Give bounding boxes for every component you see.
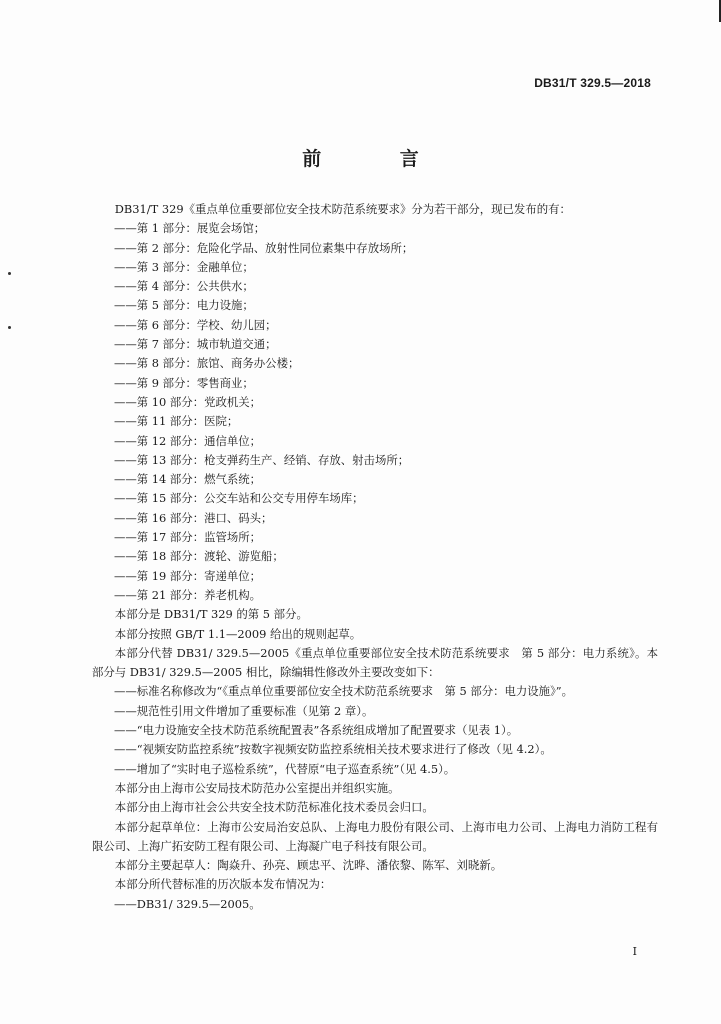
page-number: I xyxy=(632,945,637,958)
list-item: ——第 2 部分：危险化学品、放射性同位素集中存放场所； xyxy=(114,240,414,255)
standard-code: DB31/T 329.5—2018 xyxy=(534,76,651,90)
list-item: ——第 16 部分：港口、码头； xyxy=(114,510,273,525)
list-item: ——第 5 部分：电力设施； xyxy=(114,298,254,313)
owner-statement: 本部分由上海市社会公共安全技术防范标准化技术委员会归口。 xyxy=(114,800,434,815)
list-item: ——规范性引用文件增加了重要标准（见第 2 章）。 xyxy=(114,703,374,718)
list-item: ——第 11 部分：医院； xyxy=(114,414,239,429)
list-item: ——第 3 部分：金融单位； xyxy=(114,259,254,274)
list-item: ——第 1 部分：展览会场馆； xyxy=(114,221,266,236)
history-item: ——DB31/ 329.5—2005。 xyxy=(114,896,261,911)
list-item: ——第 14 部分：燃气系统； xyxy=(114,472,262,487)
list-item: ——第 13 部分：枪支弹药生产、经销、存放、射击场所； xyxy=(114,452,410,467)
part-statement: 本部分是 DB31/T 329 的第 5 部分。 xyxy=(114,607,308,622)
drafting-organizations: 本部分起草单位：上海市公安局治安总队、上海电力股份有限公司、上海市电力公司、上海电力消防工程有限公司、上海广拓安防工程有限公司、上海凝广电子科技有限公司。 xyxy=(92,819,658,853)
list-item: ——第 6 部分：学校、幼儿园； xyxy=(114,317,277,332)
changes-list xyxy=(92,682,658,778)
list-item: ——第 17 部分：监管场所； xyxy=(114,530,262,545)
list-item: ——标准名称修改为“《重点单位重要部位安全技术防范系统要求 第 5 部分：电力设施》”。 xyxy=(114,684,573,699)
drafting-rules: 本部分按照 GB/T 1.1—2009 给出的规则起草。 xyxy=(114,626,362,641)
foreword-body xyxy=(92,200,658,914)
drafting-people: 本部分主要起草人：陶焱升、孙亮、顾忠平、沈晔、潘依黎、陈军、刘晓新。 xyxy=(114,858,503,873)
intro-paragraph: DB31/T 329《重点单位重要部位安全技术防范系统要求》分为若干部分，现已发布的有： xyxy=(114,202,571,216)
list-item: ——第 8 部分：旅馆、商务办公楼； xyxy=(114,356,300,371)
parts-list xyxy=(92,219,658,605)
list-item: ——增加了“实时电子巡检系统”，代替原“电子巡查系统”（见 4.5）。 xyxy=(114,761,456,776)
history-intro: 本部分所代替标准的历次版本发布情况为： xyxy=(114,877,332,892)
list-item: ——第 21 部分：养老机构。 xyxy=(114,587,262,602)
list-item: ——第 7 部分：城市轨道交通； xyxy=(114,337,277,352)
list-item: ——第 12 部分：通信单位； xyxy=(114,433,262,448)
proposer-statement: 本部分由上海市公安局技术防范办公室提出并组织实施。 xyxy=(114,780,400,795)
list-item: ——第 15 部分：公交车站和公交专用停车场库； xyxy=(114,491,364,506)
list-item: ——第 4 部分：公共供水； xyxy=(114,279,254,294)
page-title: 前 言 xyxy=(302,148,455,170)
list-item: ——“电力设施安全技术防范系统配置表”各系统组成增加了配置要求（见表 1）。 xyxy=(114,723,519,738)
scan-dot xyxy=(8,272,11,275)
list-item: ——第 9 部分：零售商业； xyxy=(114,375,254,390)
list-item: ——第 18 部分：渡轮、游览船； xyxy=(114,549,284,564)
list-item: ——第 19 部分：寄递单位； xyxy=(114,568,262,583)
replacement-statement: 本部分代替 DB31/ 329.5—2005《重点单位重要部位安全技术防范系统要求 第 5 部分：电力系统》。本部分与 DB31/ 329.5—2005 相比，除编辑性修改外主要改变如下： xyxy=(92,645,658,680)
list-item: ——第 10 部分：党政机关； xyxy=(114,394,262,409)
list-item: ——“视频安防监控系统”按数字视频安防监控系统相关技术要求进行了修改（见 4.2）。 xyxy=(114,742,552,757)
scan-dot xyxy=(8,326,11,329)
